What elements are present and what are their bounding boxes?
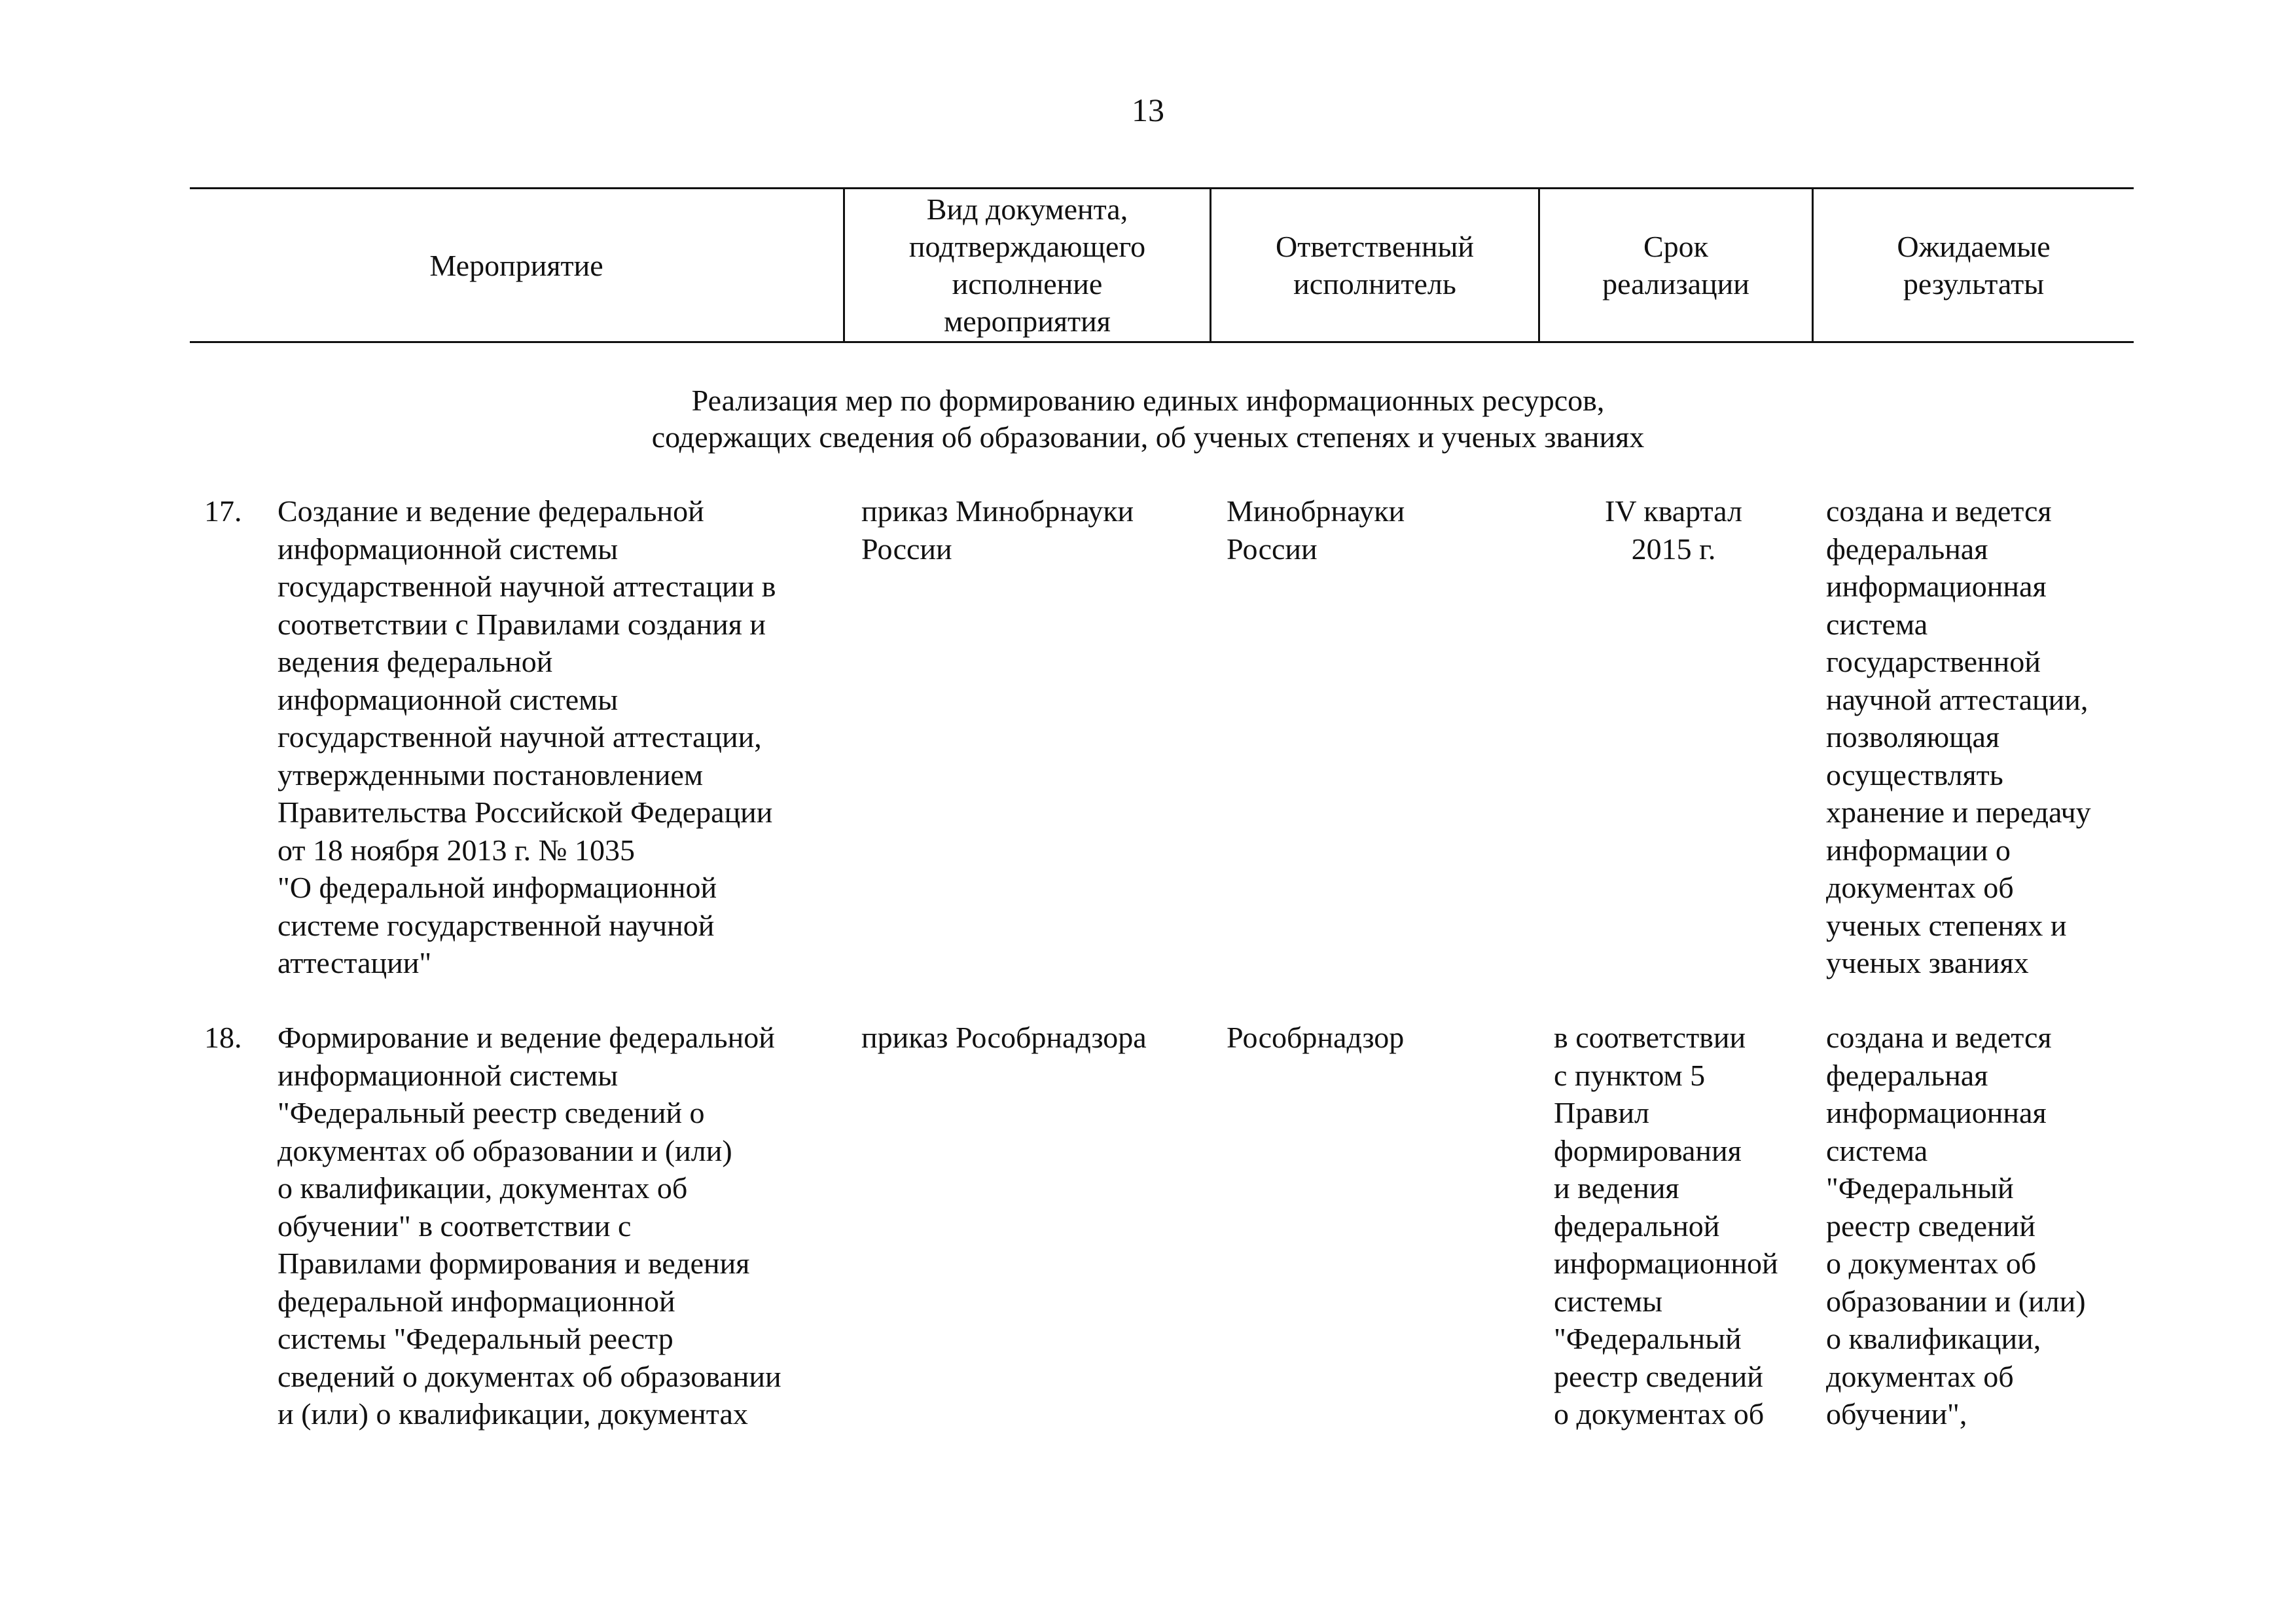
section-heading: Реализация мер по формированию единых информационных ресурсов, содержащих сведения об образовании, об ученых степенях и ученых званиях <box>651 384 1645 454</box>
header-deadline-label: Срок реализации <box>1602 230 1749 301</box>
header-responsible-label: Ответственный исполнитель <box>1276 230 1474 301</box>
page-number: 13 <box>1132 92 1164 128</box>
header-results <box>1812 189 2134 341</box>
row-18-responsible: Рособрнадзор <box>1227 1021 1405 1054</box>
header-results-label: Ожидаемые результаты <box>1897 230 2051 301</box>
header-deadline <box>1538 189 1812 341</box>
row-18-results: создана и ведется федеральная информационная система "Федеральный реестр сведений о документах об образовании и (или) о квалификации, документах об обучении", <box>1826 1021 2086 1431</box>
header-activity <box>190 189 843 341</box>
header-document <box>843 189 1210 341</box>
table-header <box>190 187 2134 343</box>
row-18-activity: Формирование и ведение федеральной информационной системы "Федеральный реестр сведений о документах об образовании и (или) о квалификации, документах об обучении" в соответствии с Правилами формирования и ведения федеральной информационной системы "Федеральный реестр сведений о документах об образовании и (или) о квалификации, документах <box>278 1021 781 1431</box>
header-responsible <box>1210 189 1538 341</box>
row-18-deadline: в соответствии с пунктом 5 Правил формирования и ведения федеральной информационной системы "Федеральный реестр сведений о документах об <box>1554 1021 1778 1431</box>
row-17-document: приказ Минобрнауки России <box>861 494 1134 566</box>
header-document-label: Вид документа, подтверждающего исполнение мероприятия <box>908 192 1146 338</box>
row-18-document: приказ Рособрнадзора <box>861 1021 1147 1054</box>
row-17-activity: Создание и ведение федеральной информационной системы государственной научной аттестации в соответствии с Правилами создания и ведения федеральной информационной системы государственной научной аттестации, утвержденными постановлением Правительства Российской Федерации от 18 ноября 2013 г. № 1035 "О федеральной информационной системе государственной научной аттестации" <box>278 494 776 979</box>
header-activity-label: Мероприятие <box>429 248 603 282</box>
row-18-number: 18. <box>204 1021 242 1054</box>
row-17-responsible: Минобрнауки России <box>1227 494 1405 566</box>
row-17-deadline: IV квартал 2015 г. <box>1605 494 1742 566</box>
row-17-results: создана и ведется федеральная информационная система государственной научной аттестации, позволяющая осуществлять хранение и передачу информации о документах об ученых степенях и ученых званиях <box>1826 494 2091 979</box>
row-17-number: 17. <box>204 494 242 528</box>
